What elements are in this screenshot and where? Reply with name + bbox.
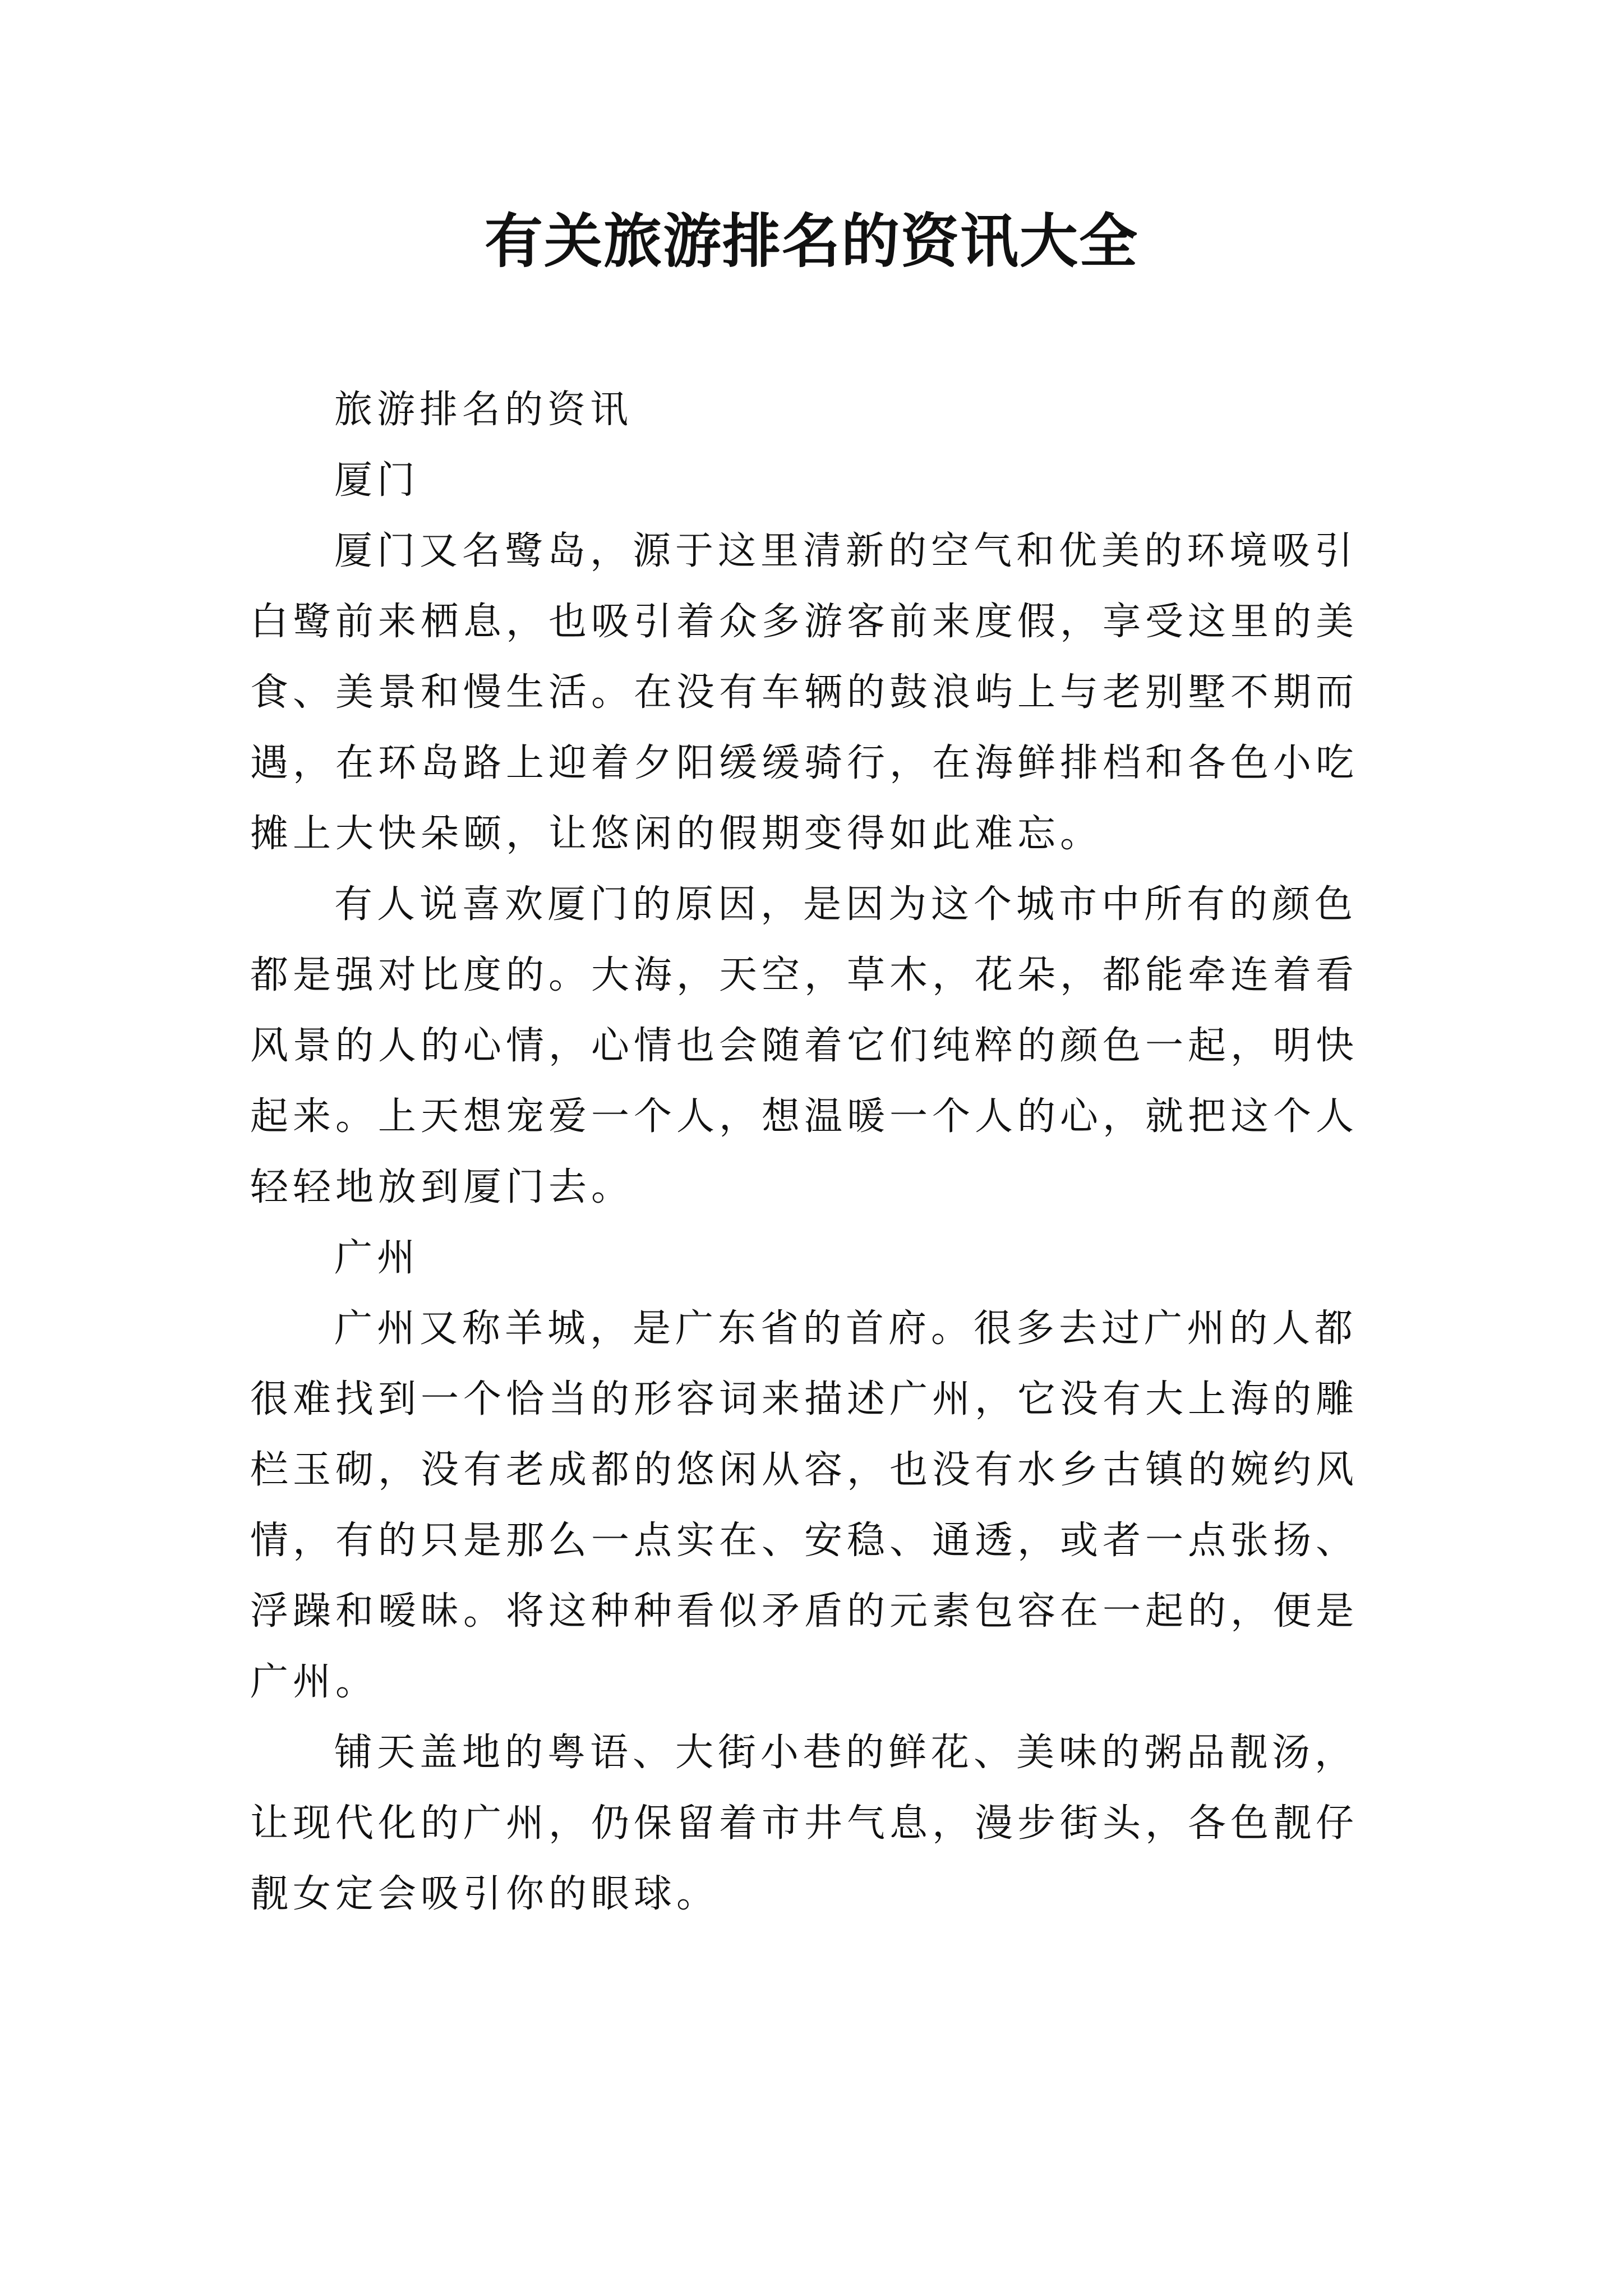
paragraph-xiamen-colors: 有人说喜欢厦门的原因，是因为这个城市中所有的颜色都是强对比度的。大海，天空，草木，花朵，都能牵连着看风景的人的心情，心情也会随着它们纯粹的颜色一起，明快起来。上天想宠爱一个人，想温暖一个人的心，就把这个人轻轻地放到厦门去。 xyxy=(250,882,1359,1209)
document-title: 有关旅游排名的资讯大全 xyxy=(484,206,1138,275)
city-heading-xiamen: 厦门 xyxy=(334,458,420,503)
section-heading: 旅游排名的资讯 xyxy=(334,388,633,432)
paragraph-guangzhou-culture: 铺天盖地的粤语、大街小巷的鲜花、美味的粥品靓汤，让现代化的广州，仍保留着市井气息，漫步街头，各色靓仔靓女定会吸引你的眼球。 xyxy=(250,1731,1359,1916)
city-heading-guangzhou: 广州 xyxy=(334,1236,420,1280)
paragraph-xiamen-intro: 厦门又名鹭岛，源于这里清新的空气和优美的环境吸引白鹭前来栖息，也吸引着众多游客前来度假，享受这里的美食、美景和慢生活。在没有车辆的鼓浪屿上与老别墅不期而遇，在环岛路上迎着夕阳缓缓骑行，在海鲜排档和各色小吃摊上大快朵颐，让悠闲的假期变得如此难忘。 xyxy=(250,529,1359,856)
paragraph-guangzhou-intro: 广州又称羊城，是广东省的首府。很多去过广州的人都很难找到一个恰当的形容词来描述广州，它没有大上海的雕栏玉砌，没有老成都的悠闲从容，也没有水乡古镇的婉约风情，有的只是那么一点实在、安稳、通透，或者一点张扬、浮躁和暧昧。将这种种看似矛盾的元素包容在一起的，便是广州。 xyxy=(250,1306,1359,1704)
document-body xyxy=(250,375,1377,1930)
